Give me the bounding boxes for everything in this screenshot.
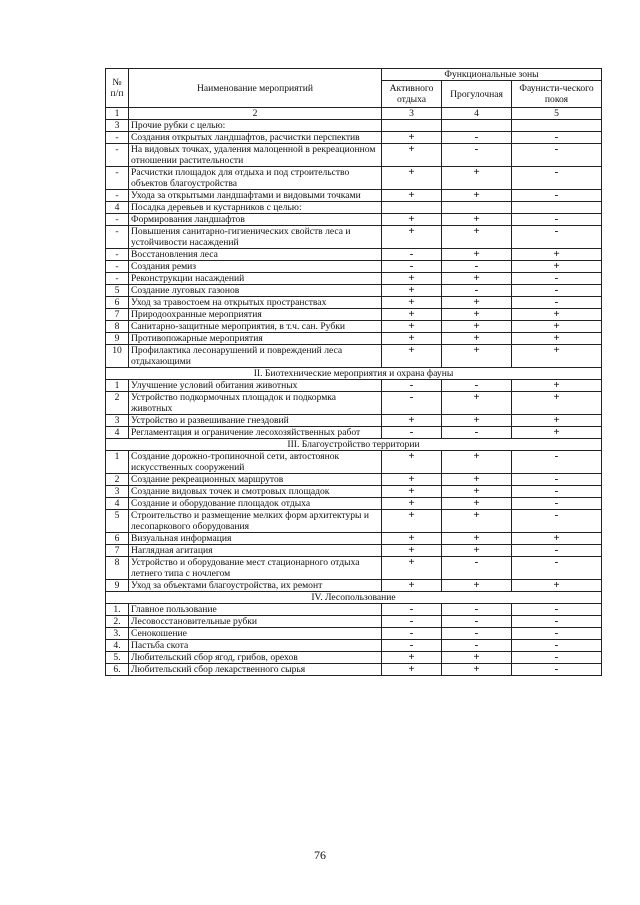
row-number: 2: [106, 474, 129, 486]
zone-walking-mark: +: [442, 652, 512, 664]
zone-walking-mark: +: [442, 498, 512, 510]
zone-fauna-mark: +: [512, 321, 602, 333]
activity-name: Прочие рубки с целью:: [129, 120, 382, 132]
zone-active-mark: +: [382, 190, 442, 202]
zone-walking-mark: -: [442, 628, 512, 640]
activity-name: Улучшение условий обитания животных: [129, 380, 382, 392]
zone-fauna-mark: +: [512, 333, 602, 345]
zone-walking-mark: -: [442, 132, 512, 144]
zone-fauna-mark: -: [512, 628, 602, 640]
zone-fauna-mark: [512, 202, 602, 214]
row-number: 5.: [106, 652, 129, 664]
zone-fauna-mark: -: [512, 474, 602, 486]
table-row: [106, 132, 602, 144]
activity-name: Уход за травостоем на открытых пространствах: [129, 297, 382, 309]
zone-fauna-mark: -: [512, 167, 602, 190]
column-number: 2: [129, 108, 382, 120]
table-row: [106, 202, 602, 214]
row-number: 3: [106, 486, 129, 498]
zone-active-mark: +: [382, 580, 442, 592]
table-row: [106, 249, 602, 261]
zone-active-mark: +: [382, 167, 442, 190]
table-row: [106, 190, 602, 202]
row-number: 6: [106, 533, 129, 545]
zone-fauna-mark: +: [512, 392, 602, 415]
zone-fauna-mark: -: [512, 214, 602, 226]
table-row: [106, 285, 602, 297]
activity-name: Посадка деревьев и кустарников с целью:: [129, 202, 382, 214]
activity-name: Устройство и оборудование мест стационарного отдыха летнего типа с ночлегом: [129, 557, 382, 580]
zone-fauna-mark: [512, 120, 602, 132]
zone-active-mark: +: [382, 132, 442, 144]
table-row: [106, 640, 602, 652]
row-number: 7: [106, 545, 129, 557]
zone-fauna-mark: +: [512, 415, 602, 427]
row-number: 4: [106, 427, 129, 439]
activity-name: Наглядная агитация: [129, 545, 382, 557]
zone-active-mark: -: [382, 604, 442, 616]
zone-active-mark: +: [382, 285, 442, 297]
table-row: [106, 309, 602, 321]
zone-walking-mark: +: [442, 486, 512, 498]
zone-walking-mark: -: [442, 427, 512, 439]
zone-active-mark: +: [382, 226, 442, 249]
row-number: 4: [106, 202, 129, 214]
header-zone-fauna: Фаунисти-ческого покоя: [512, 81, 602, 108]
header-number: № п/п: [106, 69, 129, 108]
section-header-row: [106, 439, 602, 451]
row-number: -: [106, 167, 129, 190]
activity-name: Природоохранные мероприятия: [129, 309, 382, 321]
activity-name: Создание видовых точек и смотровых площадок: [129, 486, 382, 498]
table-row: [106, 451, 602, 474]
activity-name: Формирования ландшафтов: [129, 214, 382, 226]
zone-active-mark: -: [382, 380, 442, 392]
zone-active-mark: +: [382, 498, 442, 510]
table-row: [106, 273, 602, 285]
header-functional-zones: Функциональные зоны: [382, 69, 602, 81]
zone-walking-mark: +: [442, 345, 512, 368]
activity-name: На видовых точках, удаления малоценной в рекреационном отношении растительности: [129, 144, 382, 167]
zone-active-mark: -: [382, 392, 442, 415]
activity-name: Восстановления леса: [129, 249, 382, 261]
row-number: 1: [106, 451, 129, 474]
row-number: 6: [106, 297, 129, 309]
activity-name: Создание рекреационных маршрутов: [129, 474, 382, 486]
table-row: [106, 628, 602, 640]
zone-active-mark: +: [382, 345, 442, 368]
row-number: -: [106, 144, 129, 167]
zone-walking-mark: -: [442, 557, 512, 580]
zone-walking-mark: [442, 120, 512, 132]
row-number: -: [106, 190, 129, 202]
zone-walking-mark: +: [442, 226, 512, 249]
row-number: 5: [106, 510, 129, 533]
section-header-row: [106, 592, 602, 604]
zone-active-mark: +: [382, 214, 442, 226]
zone-fauna-mark: -: [512, 285, 602, 297]
activity-name: Уход за объектами благоустройства, их ремонт: [129, 580, 382, 592]
table-row: [106, 226, 602, 249]
zone-active-mark: +: [382, 486, 442, 498]
activity-name: Противопожарные мероприятия: [129, 333, 382, 345]
row-number: 4.: [106, 640, 129, 652]
table-row: [106, 214, 602, 226]
zone-active-mark: +: [382, 533, 442, 545]
section-header-row: [106, 368, 602, 380]
zone-fauna-mark: -: [512, 297, 602, 309]
zone-active-mark: +: [382, 309, 442, 321]
zone-walking-mark: +: [442, 392, 512, 415]
table-row: [106, 427, 602, 439]
table-row: [106, 474, 602, 486]
zones-table-container: [105, 68, 601, 676]
table-row: [106, 616, 602, 628]
activity-name: Создание и оборудование площадок отдыха: [129, 498, 382, 510]
row-number: 6.: [106, 664, 129, 676]
activity-name: Устройство и развешивание гнездовий: [129, 415, 382, 427]
activity-name: Лесовосстановительные рубки: [129, 616, 382, 628]
activity-name: Регламентация и ограничение лесохозяйственных работ: [129, 427, 382, 439]
zone-active-mark: +: [382, 144, 442, 167]
activity-name: Создания ремиз: [129, 261, 382, 273]
row-number: 2.: [106, 616, 129, 628]
zone-walking-mark: -: [442, 285, 512, 297]
zone-walking-mark: +: [442, 309, 512, 321]
zone-fauna-mark: +: [512, 427, 602, 439]
page-number: 76: [314, 848, 326, 862]
zone-walking-mark: +: [442, 533, 512, 545]
table-row: [106, 664, 602, 676]
zone-fauna-mark: +: [512, 380, 602, 392]
table-body: [106, 120, 602, 676]
zone-active-mark: +: [382, 321, 442, 333]
row-number: 3: [106, 415, 129, 427]
zone-walking-mark: +: [442, 321, 512, 333]
zone-active-mark: [382, 202, 442, 214]
row-number: 3: [106, 120, 129, 132]
activity-name: Любительский сбор ягод, грибов, орехов: [129, 652, 382, 664]
table-row: [106, 345, 602, 368]
zone-walking-mark: -: [442, 144, 512, 167]
row-number: 1.: [106, 604, 129, 616]
zone-walking-mark: +: [442, 580, 512, 592]
zone-walking-mark: +: [442, 474, 512, 486]
zone-fauna-mark: +: [512, 309, 602, 321]
activity-name: Строительство и размещение мелких форм архитектуры и лесопаркового оборудования: [129, 510, 382, 533]
row-number: 9: [106, 580, 129, 592]
table-row: [106, 545, 602, 557]
zone-active-mark: +: [382, 415, 442, 427]
zone-fauna-mark: -: [512, 640, 602, 652]
activity-name: Любительский сбор лекарственного сырья: [129, 664, 382, 676]
row-number: 4: [106, 498, 129, 510]
zone-active-mark: +: [382, 297, 442, 309]
zone-active-mark: -: [382, 616, 442, 628]
zone-fauna-mark: -: [512, 664, 602, 676]
column-number: 1: [106, 108, 129, 120]
table-row: [106, 604, 602, 616]
table-row: [106, 120, 602, 132]
row-number: -: [106, 249, 129, 261]
zone-fauna-mark: -: [512, 144, 602, 167]
section-title: II. Биотехнические мероприятия и охрана фауны: [106, 368, 602, 380]
zone-fauna-mark: -: [512, 451, 602, 474]
zone-fauna-mark: +: [512, 249, 602, 261]
activity-name: Пастьба скота: [129, 640, 382, 652]
activity-name: Создание дорожно-тропиночной сети, автостоянок искусственных сооружений: [129, 451, 382, 474]
header-zone-walking: Прогулочная: [442, 81, 512, 108]
activity-name: Сенокошение: [129, 628, 382, 640]
functional-zones-table: [105, 68, 602, 676]
zone-fauna-mark: -: [512, 652, 602, 664]
row-number: 7: [106, 309, 129, 321]
zone-walking-mark: +: [442, 545, 512, 557]
row-number: 10: [106, 345, 129, 368]
table-row: [106, 652, 602, 664]
row-number: 2: [106, 392, 129, 415]
header-activity-name: Наименование мероприятий: [129, 69, 382, 108]
zone-active-mark: +: [382, 652, 442, 664]
zone-active-mark: -: [382, 640, 442, 652]
zone-walking-mark: +: [442, 273, 512, 285]
zone-walking-mark: [442, 202, 512, 214]
column-number: 3: [382, 108, 442, 120]
zone-active-mark: +: [382, 273, 442, 285]
zone-fauna-mark: -: [512, 486, 602, 498]
row-number: 8: [106, 321, 129, 333]
header-zone-active: Активного отдыха: [382, 81, 442, 108]
activity-name: Визуальная информация: [129, 533, 382, 545]
zone-fauna-mark: +: [512, 580, 602, 592]
row-number: -: [106, 273, 129, 285]
activity-name: Создание луговых газонов: [129, 285, 382, 297]
zone-fauna-mark: +: [512, 345, 602, 368]
zone-active-mark: +: [382, 333, 442, 345]
column-number: 5: [512, 108, 602, 120]
zone-fauna-mark: -: [512, 226, 602, 249]
zone-walking-mark: +: [442, 214, 512, 226]
zone-walking-mark: +: [442, 333, 512, 345]
table-row: [106, 144, 602, 167]
zone-active-mark: +: [382, 664, 442, 676]
row-number: 9: [106, 333, 129, 345]
zone-walking-mark: -: [442, 640, 512, 652]
row-number: 8: [106, 557, 129, 580]
table-row: [106, 415, 602, 427]
row-number: 3.: [106, 628, 129, 640]
zone-walking-mark: -: [442, 380, 512, 392]
zone-walking-mark: +: [442, 190, 512, 202]
zone-fauna-mark: -: [512, 273, 602, 285]
row-number: -: [106, 226, 129, 249]
zone-active-mark: -: [382, 261, 442, 273]
row-number: -: [106, 214, 129, 226]
row-number: 1: [106, 380, 129, 392]
zone-walking-mark: +: [442, 167, 512, 190]
zone-walking-mark: +: [442, 451, 512, 474]
zone-active-mark: +: [382, 545, 442, 557]
row-number: -: [106, 261, 129, 273]
zone-active-mark: -: [382, 628, 442, 640]
zone-walking-mark: +: [442, 664, 512, 676]
row-number: 5: [106, 285, 129, 297]
activity-name: Профилактика лесонарушений и повреждений леса отдыхающими: [129, 345, 382, 368]
zone-active-mark: -: [382, 249, 442, 261]
table-row: [106, 533, 602, 545]
activity-name: Ухода за открытыми ландшафтами и видовыми точками: [129, 190, 382, 202]
zone-fauna-mark: +: [512, 261, 602, 273]
zone-fauna-mark: -: [512, 545, 602, 557]
column-number: 4: [442, 108, 512, 120]
zone-fauna-mark: -: [512, 604, 602, 616]
activity-name: Санитарно-защитные мероприятия, в т.ч. сан. Рубки: [129, 321, 382, 333]
zone-active-mark: [382, 120, 442, 132]
zone-walking-mark: -: [442, 604, 512, 616]
activity-name: Главное пользование: [129, 604, 382, 616]
table-row: [106, 297, 602, 309]
section-title: III. Благоустройство территории: [106, 439, 602, 451]
table-row: [106, 510, 602, 533]
table-row: [106, 580, 602, 592]
zone-walking-mark: +: [442, 249, 512, 261]
table-row: [106, 321, 602, 333]
zone-active-mark: +: [382, 557, 442, 580]
table-row: [106, 498, 602, 510]
table-row: [106, 486, 602, 498]
table-row: [106, 557, 602, 580]
row-number: -: [106, 132, 129, 144]
zone-walking-mark: -: [442, 261, 512, 273]
activity-name: Устройство подкормочных площадок и подкормка животных: [129, 392, 382, 415]
zone-walking-mark: +: [442, 510, 512, 533]
zone-walking-mark: +: [442, 297, 512, 309]
zone-active-mark: +: [382, 451, 442, 474]
zone-fauna-mark: -: [512, 510, 602, 533]
zone-fauna-mark: -: [512, 132, 602, 144]
zone-active-mark: +: [382, 474, 442, 486]
zone-fauna-mark: -: [512, 498, 602, 510]
activity-name: Повышения санитарно-гигиенических свойств леса и устойчивости насаждений: [129, 226, 382, 249]
section-title: IV. Лесопользование: [106, 592, 602, 604]
zone-active-mark: +: [382, 510, 442, 533]
table-row: [106, 392, 602, 415]
activity-name: Реконструкции насаждений: [129, 273, 382, 285]
zone-fauna-mark: -: [512, 557, 602, 580]
zone-walking-mark: -: [442, 616, 512, 628]
activity-name: Расчистки площадок для отдыха и под строительство объектов благоустройства: [129, 167, 382, 190]
table-row: [106, 167, 602, 190]
table-row: [106, 380, 602, 392]
activity-name: Создания открытых ландшафтов, расчистки перспектив: [129, 132, 382, 144]
zone-fauna-mark: +: [512, 533, 602, 545]
zone-fauna-mark: -: [512, 190, 602, 202]
table-row: [106, 261, 602, 273]
zone-fauna-mark: -: [512, 616, 602, 628]
zone-active-mark: -: [382, 427, 442, 439]
zone-walking-mark: +: [442, 415, 512, 427]
table-row: [106, 333, 602, 345]
